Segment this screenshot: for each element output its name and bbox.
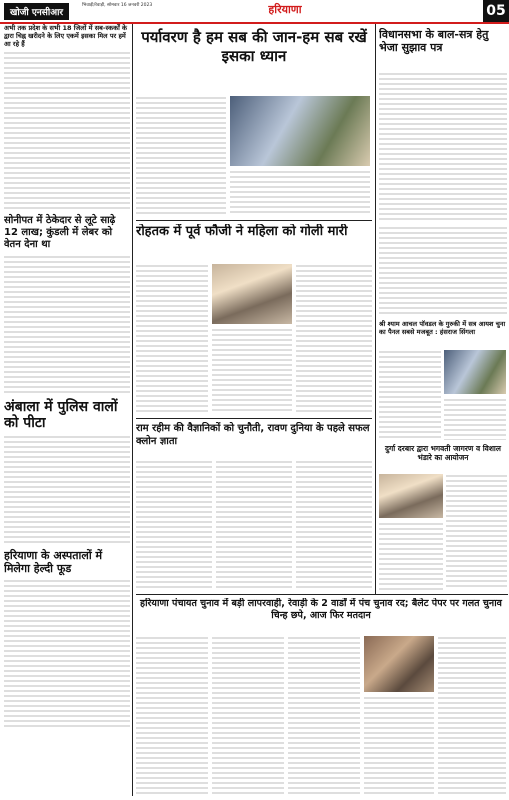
lead-story-title-box <box>136 28 372 88</box>
left-story1-title: अभी तक प्रदेश के सभी 18 जिलों में सब-स्कर्कों के द्वारा चिह्न खरीदने के लिए एकमें इसका मिल पर हमें आ रहे हैं <box>4 24 128 48</box>
center-story2-body <box>136 264 208 414</box>
left-story4-body <box>4 579 130 729</box>
lead-story-body-2 <box>230 170 370 216</box>
divider <box>136 220 372 221</box>
lead-story-body <box>136 96 226 216</box>
center-story2-body-3 <box>296 264 372 414</box>
center-story2-title: रोहतक में पूर्व फौजी ने महिला को गोली मारी <box>136 224 348 239</box>
bottom-story-title: हरियाणा पंचायत चुनाव में बड़ी लापरवाही, रेवाड़ी के 2 वार्डों में पंच चुनाव रद; बैलेट पेपर पर गलत चुनाव चिन्ह छपे, आज फिर मतदान <box>140 598 502 621</box>
section-title: हरियाणा <box>268 3 302 16</box>
center-story2-photo <box>212 264 292 324</box>
right-story2-title: श्री श्याम आचल पॉवडल के गुरुकी में सत्र आयश चुना का पैनल सबसे मजबूत : हंसराज सिंगला <box>379 320 506 336</box>
page-number: 05 <box>483 0 509 22</box>
left-story2-body <box>4 255 130 395</box>
right-story2-photo <box>444 350 506 394</box>
bottom-story-title-box <box>136 598 506 632</box>
right-story1-title: विधानसभा के बाल-सत्र हेतु भेजा सुझाव पत्र <box>379 28 489 54</box>
left-story3-body <box>4 435 130 545</box>
center-story3-title: राम रहीम की वैज्ञानिकों को चुनौती, रावण दुनिया के पहले सफल क्लोन ज्ञाता <box>136 423 370 447</box>
right-story2-title-box <box>379 320 507 348</box>
left-story4-title: हरियाणा के अस्पतालों में मिलेगा हेल्दी फूड <box>4 549 103 575</box>
bottom-story-body-3 <box>288 636 360 796</box>
page-header <box>0 0 509 24</box>
divider <box>136 594 508 595</box>
center-story2-title-box <box>136 224 372 260</box>
bottom-story-body <box>136 636 208 796</box>
lead-story-photo <box>230 96 370 166</box>
right-story2-body-2 <box>444 398 506 440</box>
center-story2-body-2 <box>212 328 292 414</box>
right-story3-title: दुर्गा दरबार द्वारा भगवती जागरण व विशाल भंडारे का आयोजन <box>385 444 501 462</box>
center-story3-title-box <box>136 422 372 456</box>
right-story1-title-box <box>379 28 507 68</box>
right-story3-body <box>446 474 507 590</box>
left-column <box>4 24 130 796</box>
bottom-story-body-4 <box>364 696 434 796</box>
left-story2-title: सोनीपत में ठेकेदार से लूटे साढ़े 12 लाख; कुंडली में लेबर को वेतन देना था <box>4 215 116 250</box>
dateline: भिवाड़ी/रेवाड़ी, सोमवार 16 जनवरी 2023 <box>82 3 153 8</box>
right-story3-body-2 <box>379 522 443 590</box>
left-story3-title: अंबाला में पुलिस वालों को पीटा <box>4 399 118 431</box>
column-divider <box>375 24 376 594</box>
lead-story-title: पर्यावरण है हम सब की जान-हम सब रखें इसका ध्यान <box>141 28 367 65</box>
bottom-story-body-2 <box>212 636 284 796</box>
center-story3-body <box>136 460 212 590</box>
divider <box>136 418 372 419</box>
right-story1-body-2 <box>379 226 507 316</box>
column-divider <box>132 24 133 796</box>
bottom-story-photo <box>364 636 434 692</box>
right-story2-body <box>379 350 441 440</box>
left-story1-body <box>4 51 130 211</box>
right-story1-body <box>379 72 507 222</box>
right-story3-photo <box>379 474 443 518</box>
masthead: खोजी एनसीआर <box>4 3 69 20</box>
center-story3-body-3 <box>296 460 372 590</box>
bottom-story-body-5 <box>438 636 506 796</box>
center-story3-body-2 <box>216 460 292 590</box>
right-story3-title-box <box>379 444 507 472</box>
